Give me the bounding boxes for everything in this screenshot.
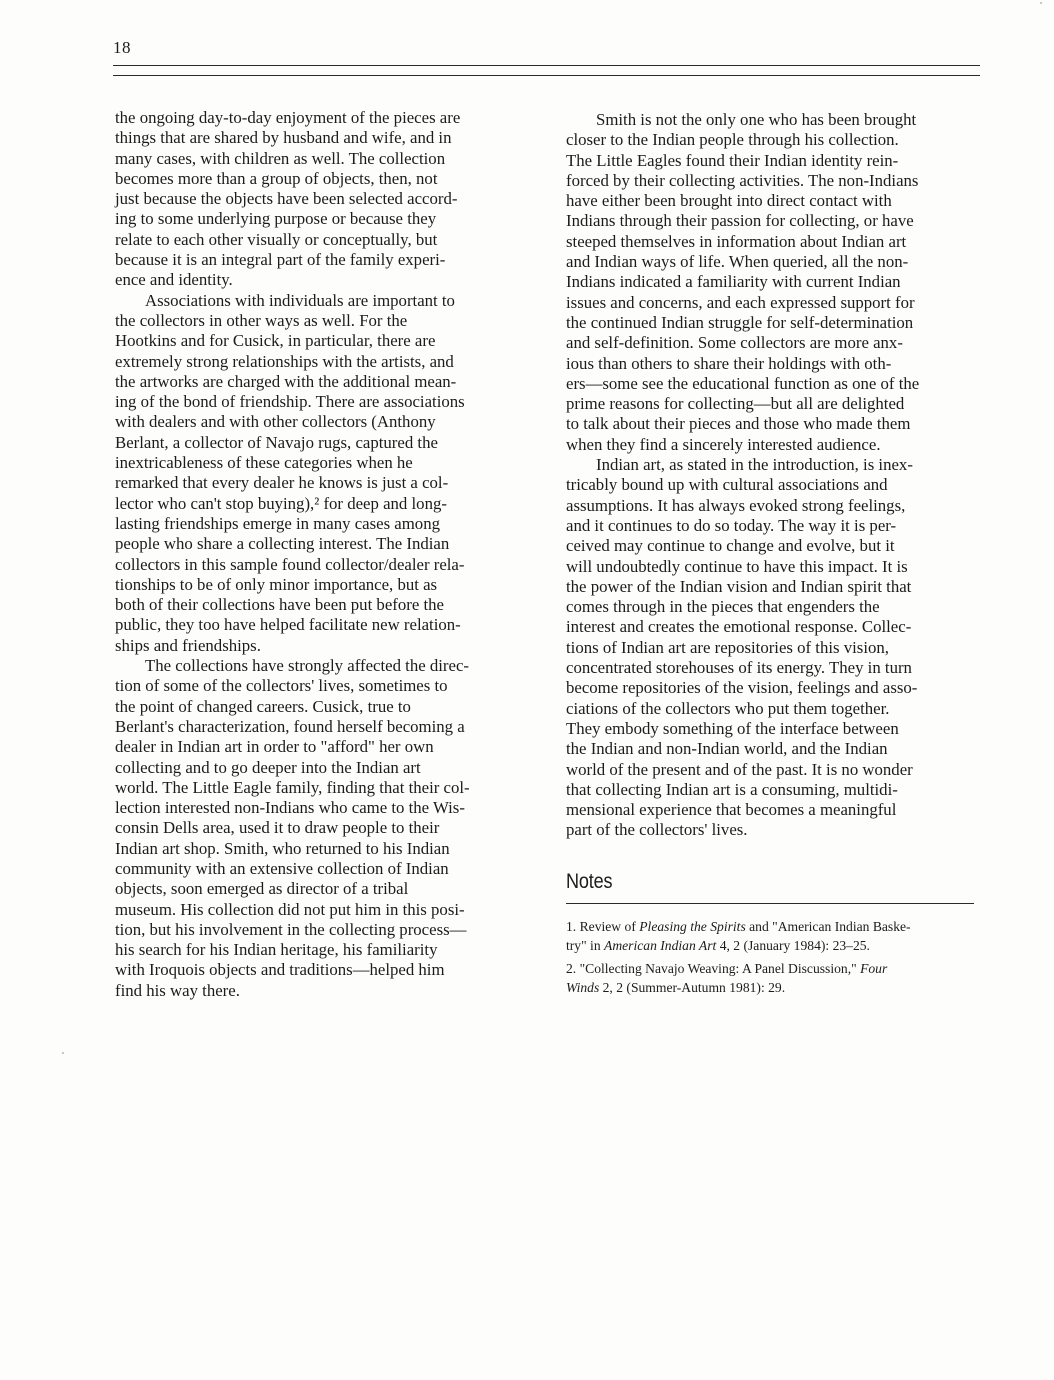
header-rule-bottom bbox=[113, 75, 980, 76]
notes-list bbox=[566, 918, 976, 1002]
note-2-text-a: 2. "Collecting Navajo Weaving: A Panel Discussion," bbox=[566, 961, 861, 976]
right-paragraph-2: Indian art, as stated in the introduction, is inex- tricably bound up with cultural associations and assumptions. It has always evoked strong feelings, and it continues to do so today. The way it is per- ceived may continue to change and evolve, but it will undoubtedly continue to have this impact. It is the power of the Indian vision and Indian spirit that comes through in the pieces that engenders the interest and creates the emotional response. Collec- tions of Indian art are repositories of this vision, concentrated storehouses of its energy. They in turn become repositories of the vision, feelings and asso- ciations of the collectors who put them together. They embody something of the interface between the Indian and non-Indian world, and the Indian world of the present and of the past. It is no wonder that collecting Indian art is a consuming, multidi- mensional experience that becomes a meaningful part of the collectors' lives. bbox=[566, 455, 918, 840]
note-2-title: Four Winds bbox=[566, 961, 888, 995]
left-paragraph-2: Associations with individuals are important to the collectors in other ways as well. For the Hootkins and for Cusick, in particular, there are extremely strong relationships with the artists, and the artworks are charged with the additional mean- ing of the bond of friendship. There are associations with dealers and with other collectors (Anthony Berlant, a collector of Navajo rugs, captured the inextricableness of these categories when he remarked that every dealer he knows is just a col- lector who can't stop buying),² for deep and long- lasting friendships emerge in many cases among people who share a collecting interest. The Indian collectors in this sample found collector/dealer rela- tionships to be of only minor importance, but as both of their collections have been put before the public, they too have helped facilitate new relation- ships and friendships. bbox=[115, 290, 465, 655]
right-column bbox=[566, 110, 976, 841]
note-1-text-c: and "American Indian Baske- try" in bbox=[566, 919, 911, 953]
right-paragraph-1: Smith is not the only one who has been brought closer to the Indian people through his collection. The Little Eagles found their Indian identity rein- forced by their collecting activities. The non-Indians have either been brought into direct contact with Indians through their passion for collecting, or have steeped themselves in information about Indian art and Indian ways of life. When queried, all the non- Indians indicated a familiarity with current Indian issues and concerns, and each expressed support for the continued Indian struggle for self-determination and self-definition. Some collectors are more anx- ious than others to share their holdings with oth- ers—some see the educational function as one of the prime reasons for collecting—but all are delighted to talk about their pieces and those who made them when they find a sincerely interested audience. bbox=[566, 110, 920, 454]
notes-rule bbox=[566, 903, 974, 904]
left-paragraph-1: the ongoing day-to-day enjoyment of the pieces are things that are shared by husband and wife, and in many cases, with children as well. The collection becomes more than a group of objects, then, not just because the objects have been selected accord- ing to some underlying purpose or because they relate to each other visually or conceptually, but because it is an integral part of the family experi- ence and identity. bbox=[115, 108, 461, 290]
note-1-text-a: 1. Review of bbox=[566, 919, 640, 934]
note-1 bbox=[566, 918, 976, 955]
left-paragraph-3: The collections have strongly affected the direc- tion of some of the collectors' lives, sometimes to the point of changed careers. Cusick, true to Berlant's characterization, found herself becoming a dealer in Indian art in order to "afford" her own collecting and to go deeper into the Indian art world. The Little Eagle family, finding that their col- lection interested non-Indians who came to the Wis- consin Dells area, used it to draw people to their Indian art shop. Smith, who returned to his Indian community with an extensive collection of Indian objects, soon emerged as director of a tribal museum. His collection did not put him in this posi- tion, but his involvement in the collecting process— his search for his Indian heritage, his familiarity with Iroquois objects and traditions—helped him find his way there. bbox=[115, 656, 470, 1000]
note-1-title-b: American Indian Art bbox=[604, 937, 717, 953]
header-rule-top bbox=[113, 65, 980, 66]
left-column bbox=[115, 108, 525, 1001]
note-2 bbox=[566, 960, 976, 997]
note-1-title-a: Pleasing the Spirits bbox=[639, 919, 746, 934]
page-number: 18 bbox=[113, 38, 131, 57]
scan-speck bbox=[1040, 2, 1042, 4]
notes-heading: Notes bbox=[566, 870, 613, 893]
scan-speck bbox=[62, 1052, 64, 1054]
note-1-text-e: 4, 2 (January 1984): 23–25. bbox=[716, 937, 870, 953]
note-2-text-c: 2, 2 (Summer-Autumn 1981): 29. bbox=[599, 979, 786, 995]
